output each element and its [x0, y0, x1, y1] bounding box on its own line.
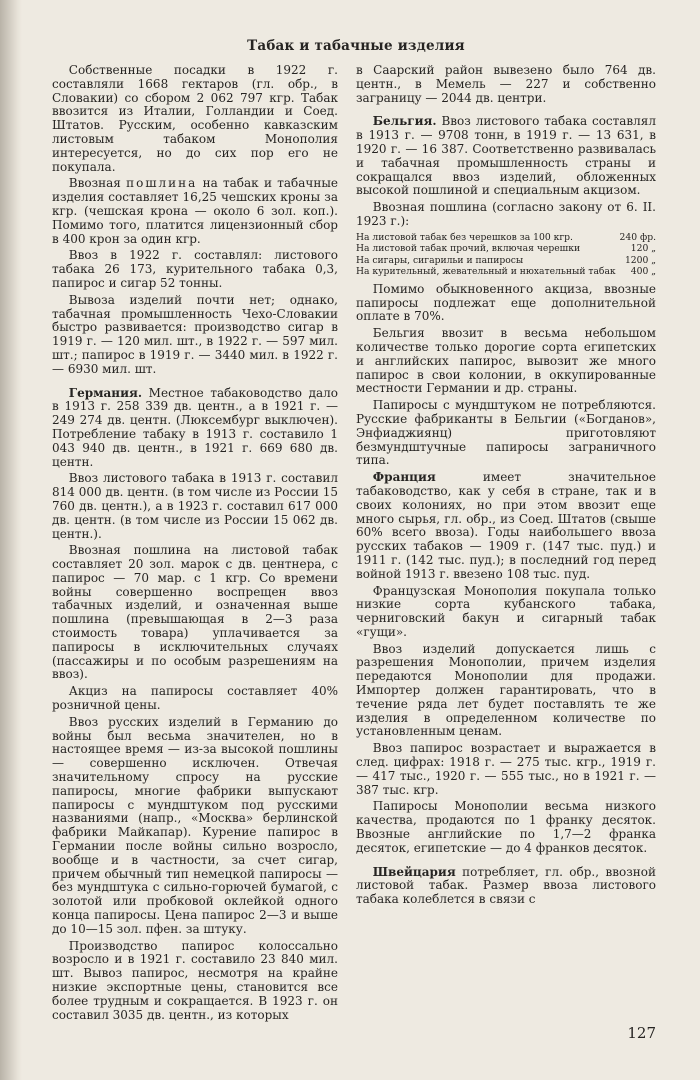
tariff-row — [356, 232, 656, 244]
paragraph: в Саарский район вывезено было 764 дв. центн., в Мемель — 227 и собственно заграницу — 2044 дв. центри. — [356, 63, 656, 105]
tariff-row — [356, 243, 656, 255]
paragraph: Ввозная пошлина (согласно закону от 6. II. 1923 г.): — [356, 200, 656, 228]
paragraph: Вывоза изделий почти нет; однако, табачная промышленность Чехо-Словакии быстро развивается: производство сигар в 1919 г. — 120 мил. шт., в 1922 г. — 597 мил. шт.; папирос в 1919 г. — 3440 мил. в 1922 г. — 6930 мил. шт. — [52, 292, 338, 376]
left-column — [52, 64, 338, 1025]
tariff-rate: 240 фр. — [619, 231, 656, 243]
paragraph: Ввоз русских изделий в Германию до войны был весьма значителен, но в настоящее время — из-за высокой пошлины — совершенно исключен. Отвечая значительному спросу на русские папиросы, многие фабрики выпускают папиросы с мундштуком под русскими названиями (напр., «Москва» берлинской фабрики Майкапар). Курение папирос в Германии после войны сильно возросло, вообще и в частности, за счет сигар, причем обычный тип немецкой папиросы — без мундштука с сильно-горючей бумагой, с золотой или пробковой оклейкой одного конца папиросы. Цена папирос 2—3 и выше до 10—15 зол. пфен. за штуку. — [52, 714, 338, 936]
tariff-row — [356, 255, 656, 267]
paragraph — [356, 471, 656, 581]
paragraph: Собственные посадки в 1922 г. составляли 1668 гектаров (гл. обр., в Словакии) со сбором 2 062 797 кгр. Табак ввозится из Италии, Голландии и Соед. Штатов. Русским, особенно кавказским листовым табаком Монополия интересуется, но до сих пор его не покупала. — [52, 63, 338, 174]
tariff-row — [356, 266, 656, 278]
tariff-rate: 120 „ — [630, 243, 656, 255]
country-heading-germany: Германия. — [68, 385, 143, 400]
paragraph: Папиросы Монополии весьма низкого качества, продаются по 1 франку десяток. Ввозные английские по 1,7—2 франка десяток, египетские — до 4 франков десяток. — [356, 799, 656, 855]
paragraph-lead: Ввозная — [68, 176, 127, 191]
paragraph-text: на табак и табачные изделия составляет 16,25 чешских кроны за кгр. (чешская крона — около 6 зол. коп.). Помимо того, платится лицензионный сбор в 400 крон за один кгр. — [52, 176, 338, 246]
paragraph: Помимо обыкновенного акциза, ввозные папиросы подлежат еще дополнительной оплате в 70%. — [356, 281, 656, 324]
paragraph-text: Местное табаководство дало в 1913 г. 258 339 дв. центн., а в 1921 г. — 249 274 дв. центн. (Люксембург выключен). Потребление табаку в 1913 г. составило 1 043 940 дв. центн., в 1921 г. 669 680 дв. центн. — [52, 385, 338, 469]
tariff-table — [356, 232, 656, 278]
paragraph — [356, 866, 656, 907]
paragraph-text: потребляет, гл. обр., ввозной листовой табак. Размер ввоза листового табака колеблется в связи с — [356, 864, 656, 907]
paragraph — [52, 387, 338, 470]
tariff-item: На сигары, сигарильи и папиросы — [356, 254, 524, 266]
paragraph-text: имеет значительное табаководство, как у себя в стране, так и в своих колониях, но при этом ввозит еще много сырья, гл. обр., из Соед. Штатов (свыше 60% всего ввоза). Годы наибольшего ввоза русских табаков — 1909 г. (147 тыс. пуд.) и 1911 г. (142 тыс. пуд.); в последний год перед войной 1913 г. ввезено 108 тыс. пуд. — [356, 470, 656, 581]
paragraph: Акциз на папиросы составляет 40% розничной цены. — [52, 684, 338, 713]
paragraph: Ввоз папирос возрастает и выражается в след. цифрах: 1918 г. — 275 тыс. кгр., 1919 г. — 417 тыс., 1920 г. — 555 тыс., но в 1921 г. — 387 тыс. кгр. — [356, 741, 656, 797]
binding-gutter-shadow — [0, 0, 22, 1080]
paragraph — [52, 177, 338, 246]
country-heading-belgium: Бельгия. — [372, 114, 437, 129]
tariff-rate: 400 „ — [630, 266, 656, 278]
country-heading-switzerland: Швейцария — [372, 864, 456, 879]
paragraph: Французская Монополия покупала только низкие сорта кубанского табака, черниговский бакун и сигарный табак «гущи». — [356, 583, 656, 639]
paragraph: Бельгия ввозит в весьма небольшом количестве только дорогие сорта египетских и английских папирос, вывозит же много папирос в свои колонии, в оккупированные местности Германии и др. страны. — [356, 326, 656, 396]
emphasized-term: пошлина — [126, 176, 198, 191]
running-head: Табак и табачные изделия — [247, 38, 465, 54]
tariff-rate: 1200 „ — [624, 254, 656, 266]
paragraph-text: Ввоз листового табака составлял в 1913 г. — 9708 тонн, в 1919 г. — 13 631, в 1920 г. — 16 387. Соответственно развивалась и табачная промышленность страны и сокращался ввоз изделий, обложенных высокой пошлиной и специальным акцизом. — [356, 114, 656, 198]
paragraph: Ввоз в 1922 г. составлял: листового табака 26 173, курительного табака 0,3, папирос и сигар 52 тонны. — [52, 248, 338, 290]
paragraph: Ввозная пошлина на листовой табак составляет 20 зол. марок с дв. центнера, с папирос — 70 мар. с 1 кгр. Со времени войны совершенно воспрещен ввоз табачных изделий, и означенная выше пошлина (превышающая в 2—3 раза стоимость товара) уплачивается за папиросы в исключительных случаях (пассажиры и по особым разрешениям на ввоз). — [52, 543, 338, 682]
right-column — [356, 64, 656, 910]
tariff-item: На листовой табак прочий, включая черешки — [356, 243, 581, 255]
tariff-item: На листовой табак без черешков за 100 кгр. — [356, 231, 573, 243]
paragraph: Ввоз листового табака в 1913 г. составил 814 000 дв. центн. (в том числе из России 15 760 дв. центн.), а в 1923 г. составил 617 000 дв. центн. (в том числе из России 15 062 дв. центн.). — [52, 471, 338, 541]
paragraph: Производство папирос колоссально возросло и в 1921 г. составило 23 840 мил. шт. Вывоз папирос, несмотря на крайне низкие экспортные цены, становится все более трудным и сокращается. В 1923 г. он составил 3035 дв. центн., из которых — [52, 938, 338, 1022]
paragraph — [356, 115, 656, 198]
country-heading-france: Франция — [372, 470, 436, 485]
tariff-item: На курительный, жевательный и нюхательный табак — [356, 266, 616, 278]
paragraph: Ввоз изделий допускается лишь с разрешения Монополии, причем изделия передаются Монополии для продажи. Импортер должен гарантировать, что в течение ряда лет будет поставлять те же изделия в определенном количестве по установленным ценам. — [356, 641, 656, 739]
paragraph: Папиросы с мундштуком не потребляются. Русские фабриканты в Бельгии («Богданов», Энфиаджиянц) приготовляют безмундштучные папиросы заграничного типа. — [356, 398, 656, 468]
page-number: 127 — [627, 1024, 656, 1042]
